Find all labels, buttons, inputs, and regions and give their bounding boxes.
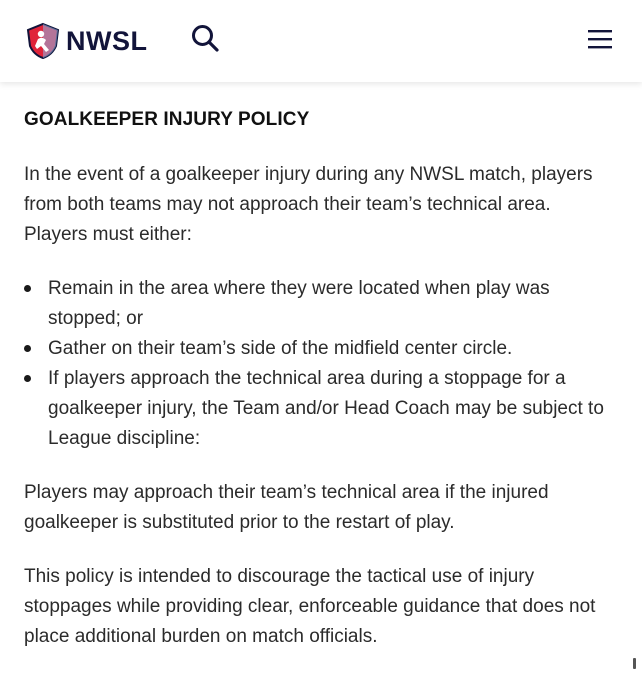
scrollbar-thumb[interactable] xyxy=(633,658,636,669)
search-icon xyxy=(190,23,220,58)
site-header xyxy=(0,0,642,82)
list-item xyxy=(48,274,618,334)
logo-wordmark: NWSL xyxy=(66,25,148,56)
bullet-icon xyxy=(24,375,31,382)
bullet-icon xyxy=(24,285,31,292)
list-item xyxy=(48,364,618,454)
bullet-icon xyxy=(24,345,31,352)
list-item-text: Remain in the area where they were located when play was stopped; or xyxy=(48,278,550,329)
substitution-paragraph: Players may approach their team’s technical area if the injured goalkeeper is substituted prior to the restart of play. xyxy=(24,482,549,533)
list-item xyxy=(48,334,618,364)
search-button[interactable] xyxy=(189,24,221,56)
nwsl-logo-link[interactable] xyxy=(24,22,147,60)
policy-intent-paragraph: This policy is intended to discourage the tactical use of injury stoppages while providing clear, enforceable guidance that does not place additional burden on match officials. xyxy=(24,566,596,647)
player-options-list xyxy=(24,274,618,454)
main-menu-button[interactable] xyxy=(584,26,616,56)
list-item-text: If players approach the technical area during a stoppage for a goalkeeper injury, the Team and/or Head Coach may be subject to League discipline: xyxy=(48,368,604,449)
hamburger-menu-icon xyxy=(587,28,613,55)
intro-paragraph: In the event of a goalkeeper injury during any NWSL match, players from both teams may not approach their team’s technical area. Players must either: xyxy=(24,164,593,245)
nwsl-shield-icon xyxy=(24,22,62,60)
list-item-text: Gather on their team’s side of the midfield center circle. xyxy=(48,338,513,359)
section-title: GOALKEEPER INJURY POLICY xyxy=(24,109,310,130)
article-content xyxy=(24,106,618,676)
